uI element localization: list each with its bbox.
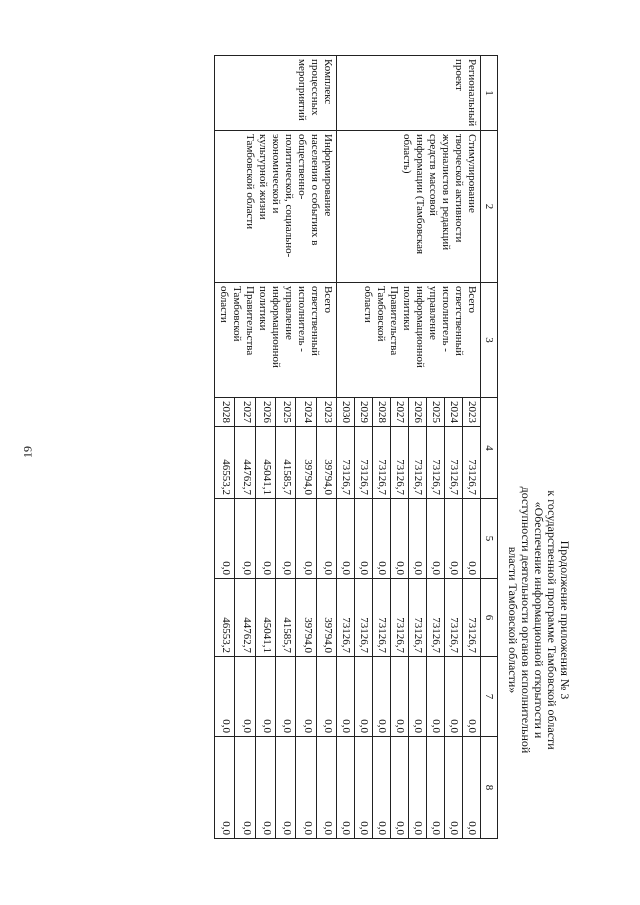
value-cell: 73126,7: [427, 579, 445, 657]
value-cell: 0,0: [463, 657, 481, 737]
value-cell: 0,0: [463, 737, 481, 839]
value-cell: 0,0: [235, 737, 255, 839]
value-cell: 45041,1: [255, 579, 275, 657]
activity-type-cell: Комплекс процессных мероприятий: [215, 56, 337, 131]
value-cell: 0,0: [235, 657, 255, 737]
year-cell: 2028: [373, 398, 391, 427]
table-header-row: [481, 56, 498, 839]
value-cell: 0,0: [235, 499, 255, 579]
value-cell: 73126,7: [337, 427, 355, 499]
value-cell: 73126,7: [373, 579, 391, 657]
column-header: 7: [481, 657, 498, 737]
year-cell: 2026: [255, 398, 275, 427]
value-cell: 73126,7: [409, 427, 427, 499]
value-cell: 0,0: [296, 737, 316, 839]
value-cell: 73126,7: [355, 427, 373, 499]
header-line: власти Тамбовской области»: [506, 546, 520, 694]
column-header: 3: [481, 283, 498, 398]
value-cell: 46553,2: [215, 579, 235, 657]
activity-type-cell: Региональный проект: [337, 56, 481, 131]
value-cell: 0,0: [445, 737, 463, 839]
year-cell: 2029: [355, 398, 373, 427]
year-cell: 2023: [316, 398, 336, 427]
header-line: «Обеспечение информационной открытости и: [532, 501, 546, 739]
executor-cell: Всего ответственный исполнитель - управление информационной политики Правительства Тамбовской области: [337, 283, 481, 398]
year-cell: 2023: [463, 398, 481, 427]
page-number: 19: [20, 446, 35, 458]
year-cell: 2030: [337, 398, 355, 427]
value-cell: 0,0: [427, 657, 445, 737]
value-cell: 73126,7: [355, 579, 373, 657]
table-row: [316, 56, 336, 839]
value-cell: 0,0: [409, 737, 427, 839]
value-cell: 0,0: [316, 657, 336, 737]
value-cell: 39794,0: [296, 427, 316, 499]
value-cell: 0,0: [373, 657, 391, 737]
year-cell: 2027: [235, 398, 255, 427]
rotated-page-content: [43, 50, 573, 850]
value-cell: 0,0: [276, 657, 296, 737]
year-cell: 2026: [409, 398, 427, 427]
value-cell: 73126,7: [337, 579, 355, 657]
value-cell: 0,0: [373, 737, 391, 839]
value-cell: 0,0: [296, 499, 316, 579]
value-cell: 0,0: [391, 499, 409, 579]
value-cell: 73126,7: [463, 427, 481, 499]
value-cell: 0,0: [255, 657, 275, 737]
value-cell: 73126,7: [373, 427, 391, 499]
column-header: 5: [481, 499, 498, 579]
value-cell: 0,0: [355, 737, 373, 839]
executor-cell: Всего ответственный исполнитель - управление информационной политики Правительства Тамбовской области: [215, 283, 337, 398]
year-cell: 2024: [296, 398, 316, 427]
value-cell: 73126,7: [445, 579, 463, 657]
header-line: доступности деятельности органов исполнительной: [519, 486, 533, 754]
value-cell: 0,0: [445, 657, 463, 737]
value-cell: 46553,2: [215, 427, 235, 499]
value-cell: 0,0: [463, 499, 481, 579]
value-cell: 0,0: [409, 657, 427, 737]
value-cell: 44762,7: [235, 579, 255, 657]
value-cell: 73126,7: [427, 427, 445, 499]
column-header: 6: [481, 579, 498, 657]
year-cell: 2025: [427, 398, 445, 427]
value-cell: 0,0: [276, 737, 296, 839]
value-cell: 73126,7: [463, 579, 481, 657]
value-cell: 0,0: [337, 657, 355, 737]
value-cell: 0,0: [373, 499, 391, 579]
value-cell: 0,0: [445, 499, 463, 579]
column-header: 2: [481, 131, 498, 283]
column-header: 4: [481, 398, 498, 499]
value-cell: 0,0: [355, 657, 373, 737]
value-cell: 0,0: [215, 737, 235, 839]
value-cell: 0,0: [215, 657, 235, 737]
header-line: к государственной программе Тамбовской области: [545, 490, 559, 750]
value-cell: 0,0: [391, 737, 409, 839]
value-cell: 39794,0: [316, 427, 336, 499]
value-cell: 0,0: [255, 499, 275, 579]
value-cell: 39794,0: [296, 579, 316, 657]
year-cell: 2024: [445, 398, 463, 427]
value-cell: 0,0: [427, 499, 445, 579]
year-cell: 2027: [391, 398, 409, 427]
value-cell: 73126,7: [391, 579, 409, 657]
table-row: [463, 56, 481, 839]
value-cell: 0,0: [296, 657, 316, 737]
value-cell: 73126,7: [445, 427, 463, 499]
value-cell: 44762,7: [235, 427, 255, 499]
value-cell: 73126,7: [391, 427, 409, 499]
activity-name-cell: Стимулирование творческой активности журналистов и редакций средств массовой информации (Тамбовская область): [337, 131, 481, 283]
value-cell: 0,0: [316, 737, 336, 839]
value-cell: 0,0: [276, 499, 296, 579]
value-cell: 0,0: [409, 499, 427, 579]
value-cell: 41585,7: [276, 579, 296, 657]
value-cell: 0,0: [337, 499, 355, 579]
budget-table: [214, 55, 498, 839]
year-cell: 2025: [276, 398, 296, 427]
value-cell: 0,0: [215, 499, 235, 579]
value-cell: 0,0: [316, 499, 336, 579]
appendix-header: [503, 50, 573, 850]
value-cell: 0,0: [337, 737, 355, 839]
value-cell: 0,0: [391, 657, 409, 737]
value-cell: 0,0: [255, 737, 275, 839]
value-cell: 0,0: [427, 737, 445, 839]
value-cell: 0,0: [355, 499, 373, 579]
year-cell: 2028: [215, 398, 235, 427]
activity-name-cell: Информирование населения о событиях в общественно- политической, социально- экономической и культурной жизни Тамбовской области: [215, 131, 337, 283]
column-header: 8: [481, 737, 498, 839]
column-header: 1: [481, 56, 498, 131]
value-cell: 73126,7: [409, 579, 427, 657]
value-cell: 41585,7: [276, 427, 296, 499]
value-cell: 45041,1: [255, 427, 275, 499]
value-cell: 39794,0: [316, 579, 336, 657]
header-line: Продолжение приложения № 3: [558, 540, 572, 700]
